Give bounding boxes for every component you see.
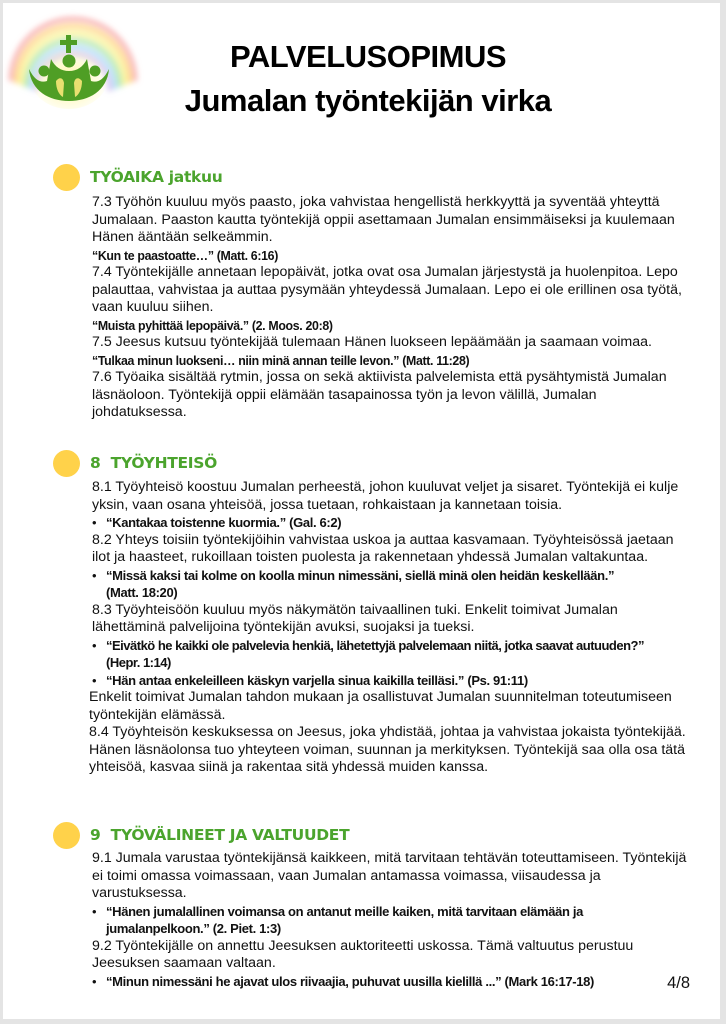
section-body-tyoyhteiso — [89, 479, 692, 777]
section-title: TYÖAIKA jatkuu — [90, 168, 223, 186]
section-title: 9 TYÖVÄLINEET JA VALTUUDET — [90, 826, 350, 844]
bullet-icon: • — [92, 515, 97, 530]
quote-text: “Minun nimessäni he ajavat ulos riivaajia, puhuvat uusilla kielillä ...” — [106, 973, 502, 989]
paragraph-8-1: 8.1 Työyhteisö koostuu Jumalan perheestä, johon kuuluvat veljet ja sisaret. Työntekijä ei kulje yksin, vaan osana yhteisöä, jossa tuetaan, rohkaistaan ja kannetaan toisia. — [92, 479, 679, 513]
quote-ref: (Matt. 11:28) — [402, 352, 470, 368]
document-page — [3, 3, 720, 1019]
quote-ref: (Mark 16:17-18) — [504, 973, 594, 989]
document-subtitle: Jumalan työntekijän virka — [184, 83, 552, 118]
bullet-dot-icon — [53, 822, 80, 849]
quote-ref: (2. Piet. 1:3) — [212, 921, 281, 936]
scripture-quote — [92, 317, 662, 335]
quote-ref: (Matt. 6:16) — [216, 247, 278, 263]
scripture-bullet — [92, 637, 692, 672]
paragraph-8-2: 8.2 Yhteys toisiin työntekijöihin vahvistaa uskoa ja auttaa kasvamaan. Työyhteisössä jaetaan ilot ja haasteet, rukoillaan toisten puolesta ja rakennetaan yhdessä Jumalan valtakuntaa. — [92, 531, 674, 565]
section-body-tyovalineet — [92, 850, 692, 990]
quote-ref: (Hepr. 1:14) — [106, 655, 171, 670]
quote-ref: (Gal. 6:2) — [289, 515, 342, 530]
quote-ref: (2. Moos. 20:8) — [251, 317, 333, 333]
quote-text: “Eivätkö he kaikki ole palvelevia henkiä, lähetettyjä palvelemaan niitä, jotka saavat autuuden?” — [106, 637, 644, 653]
paragraph-7-3: 7.3 Työhön kuuluu myös paasto, joka vahvistaa hengellistä herkkyyttä ja syventää yhteyttä Jumalaan. Paaston kautta työntekijä oppii asettamaan Jumalan ensimmäiseksi ja kuulemaan Hänen ääntään selkeämmin. — [92, 194, 675, 245]
quote-text: “Kun te paastoatte…” — [92, 247, 214, 263]
bullet-icon: • — [92, 567, 97, 583]
bullet-dot-icon — [53, 164, 80, 191]
scripture-bullet — [92, 903, 692, 938]
section-heading-tyoaika — [53, 162, 223, 192]
scripture-bullet — [92, 514, 692, 532]
paragraph-7-6: 7.6 Työaika sisältää rytmin, jossa on sekä aktiivista palvelemista että pysähtymistä Jumalan läsnäoloon. Työntekijä oppii elämään tasapainossa työn ja levon välillä, Jumalan johdatuksessa. — [92, 369, 667, 420]
rainbow-cross-people-logo — [3, 3, 153, 113]
paragraph-7-4: 7.4 Työntekijälle annetaan lepopäivät, jotka ovat osa Jumalan järjestystä ja huolenpitoa. Lepo palauttaa, vahvistaa ja auttaa pysymään yhteydessä Jumalaan. Lepo ei ole erillinen osa työtä, vaan kuuluu siihen. — [92, 264, 682, 315]
quote-text: “Kantakaa toistenne kuormia.” — [106, 515, 286, 530]
section-body-tyoaika — [92, 194, 692, 422]
quote-text: “Muista pyhittää lepopäivä.” — [92, 317, 249, 333]
section-heading-tyoyhteiso — [53, 448, 217, 478]
scripture-quote — [92, 352, 662, 370]
paragraph-8-4: 8.4 Työyhteisön keskuksessa on Jeesus, joka yhdistää, johtaa ja vahvistaa jokaista työntekijää. Hänen läsnäolonsa tuo yhteyteen voiman, suunnan ja merkityksen. Työntekijä saa olla osa tätä yhteisöä, kasvaa siinä ja rakentaa sitä yhdessä muiden kanssa. — [89, 724, 686, 775]
paragraph-enkelit: Enkelit toimivat Jumalan tahdon mukaan ja osallistuvat Jumalan suunnitelman toteutumiseen työntekijän elämässä. — [89, 689, 672, 723]
quote-ref: (Ps. 91:11) — [467, 672, 528, 688]
bullet-icon: • — [92, 903, 97, 919]
scripture-quote — [92, 247, 662, 265]
quote-text: “Tulkaa minun luokseni… niin minä annan teille levon.” — [92, 352, 400, 368]
quote-text: “Hänen jumalallinen voimansa on antanut meille kaiken, mitä tarvitaan elämään ja jumalanpelkoon.” — [106, 903, 584, 936]
quote-text: “Hän antaa enkeleilleen käskyn varjella sinua kaikilla teilläsi.” — [106, 672, 465, 688]
bullet-icon: • — [92, 672, 97, 688]
scripture-bullet — [92, 973, 692, 991]
bullet-icon: • — [92, 973, 97, 989]
paragraph-8-3: 8.3 Työyhteisöön kuuluu myös näkymätön taivaallinen tuki. Enkelit toimivat Jumalan lähettäminä palvelijoina työntekijän avuksi, suojaksi ja tueksi. — [92, 601, 618, 635]
scripture-bullet — [92, 567, 692, 602]
bullet-icon: • — [92, 637, 97, 653]
paragraph-7-5: 7.5 Jeesus kutsuu työntekijää tulemaan Hänen luokseen lepäämään ja saamaan voimaa. — [92, 334, 652, 350]
bullet-dot-icon — [53, 450, 80, 477]
page-number: 4/8 — [667, 974, 690, 992]
section-title: 8 TYÖYHTEISÖ — [90, 454, 218, 472]
scripture-bullet — [92, 672, 692, 690]
document-title: PALVELUSOPIMUS — [229, 39, 507, 74]
paragraph-9-2: 9.2 Työntekijälle on annettu Jeesuksen auktoriteetti uskossa. Tämä valtuutus perustuu Jeesuksen saamaan valtaan. — [92, 937, 634, 971]
section-heading-tyovalineet — [53, 820, 349, 850]
quote-ref: (Matt. 18:20) — [106, 585, 178, 600]
quote-text: “Missä kaksi tai kolme on koolla minun nimessäni, siellä minä olen heidän keskellään.” — [106, 567, 615, 583]
paragraph-9-1: 9.1 Jumala varustaa työntekijänsä kaikkeen, mitä tarvitaan tehtävän toteuttamiseen. Työntekijä ei toimi omassa voimassaan, vaan Jumalan antamassa voimassa, viisaudessa ja varustuksessa. — [92, 850, 687, 901]
